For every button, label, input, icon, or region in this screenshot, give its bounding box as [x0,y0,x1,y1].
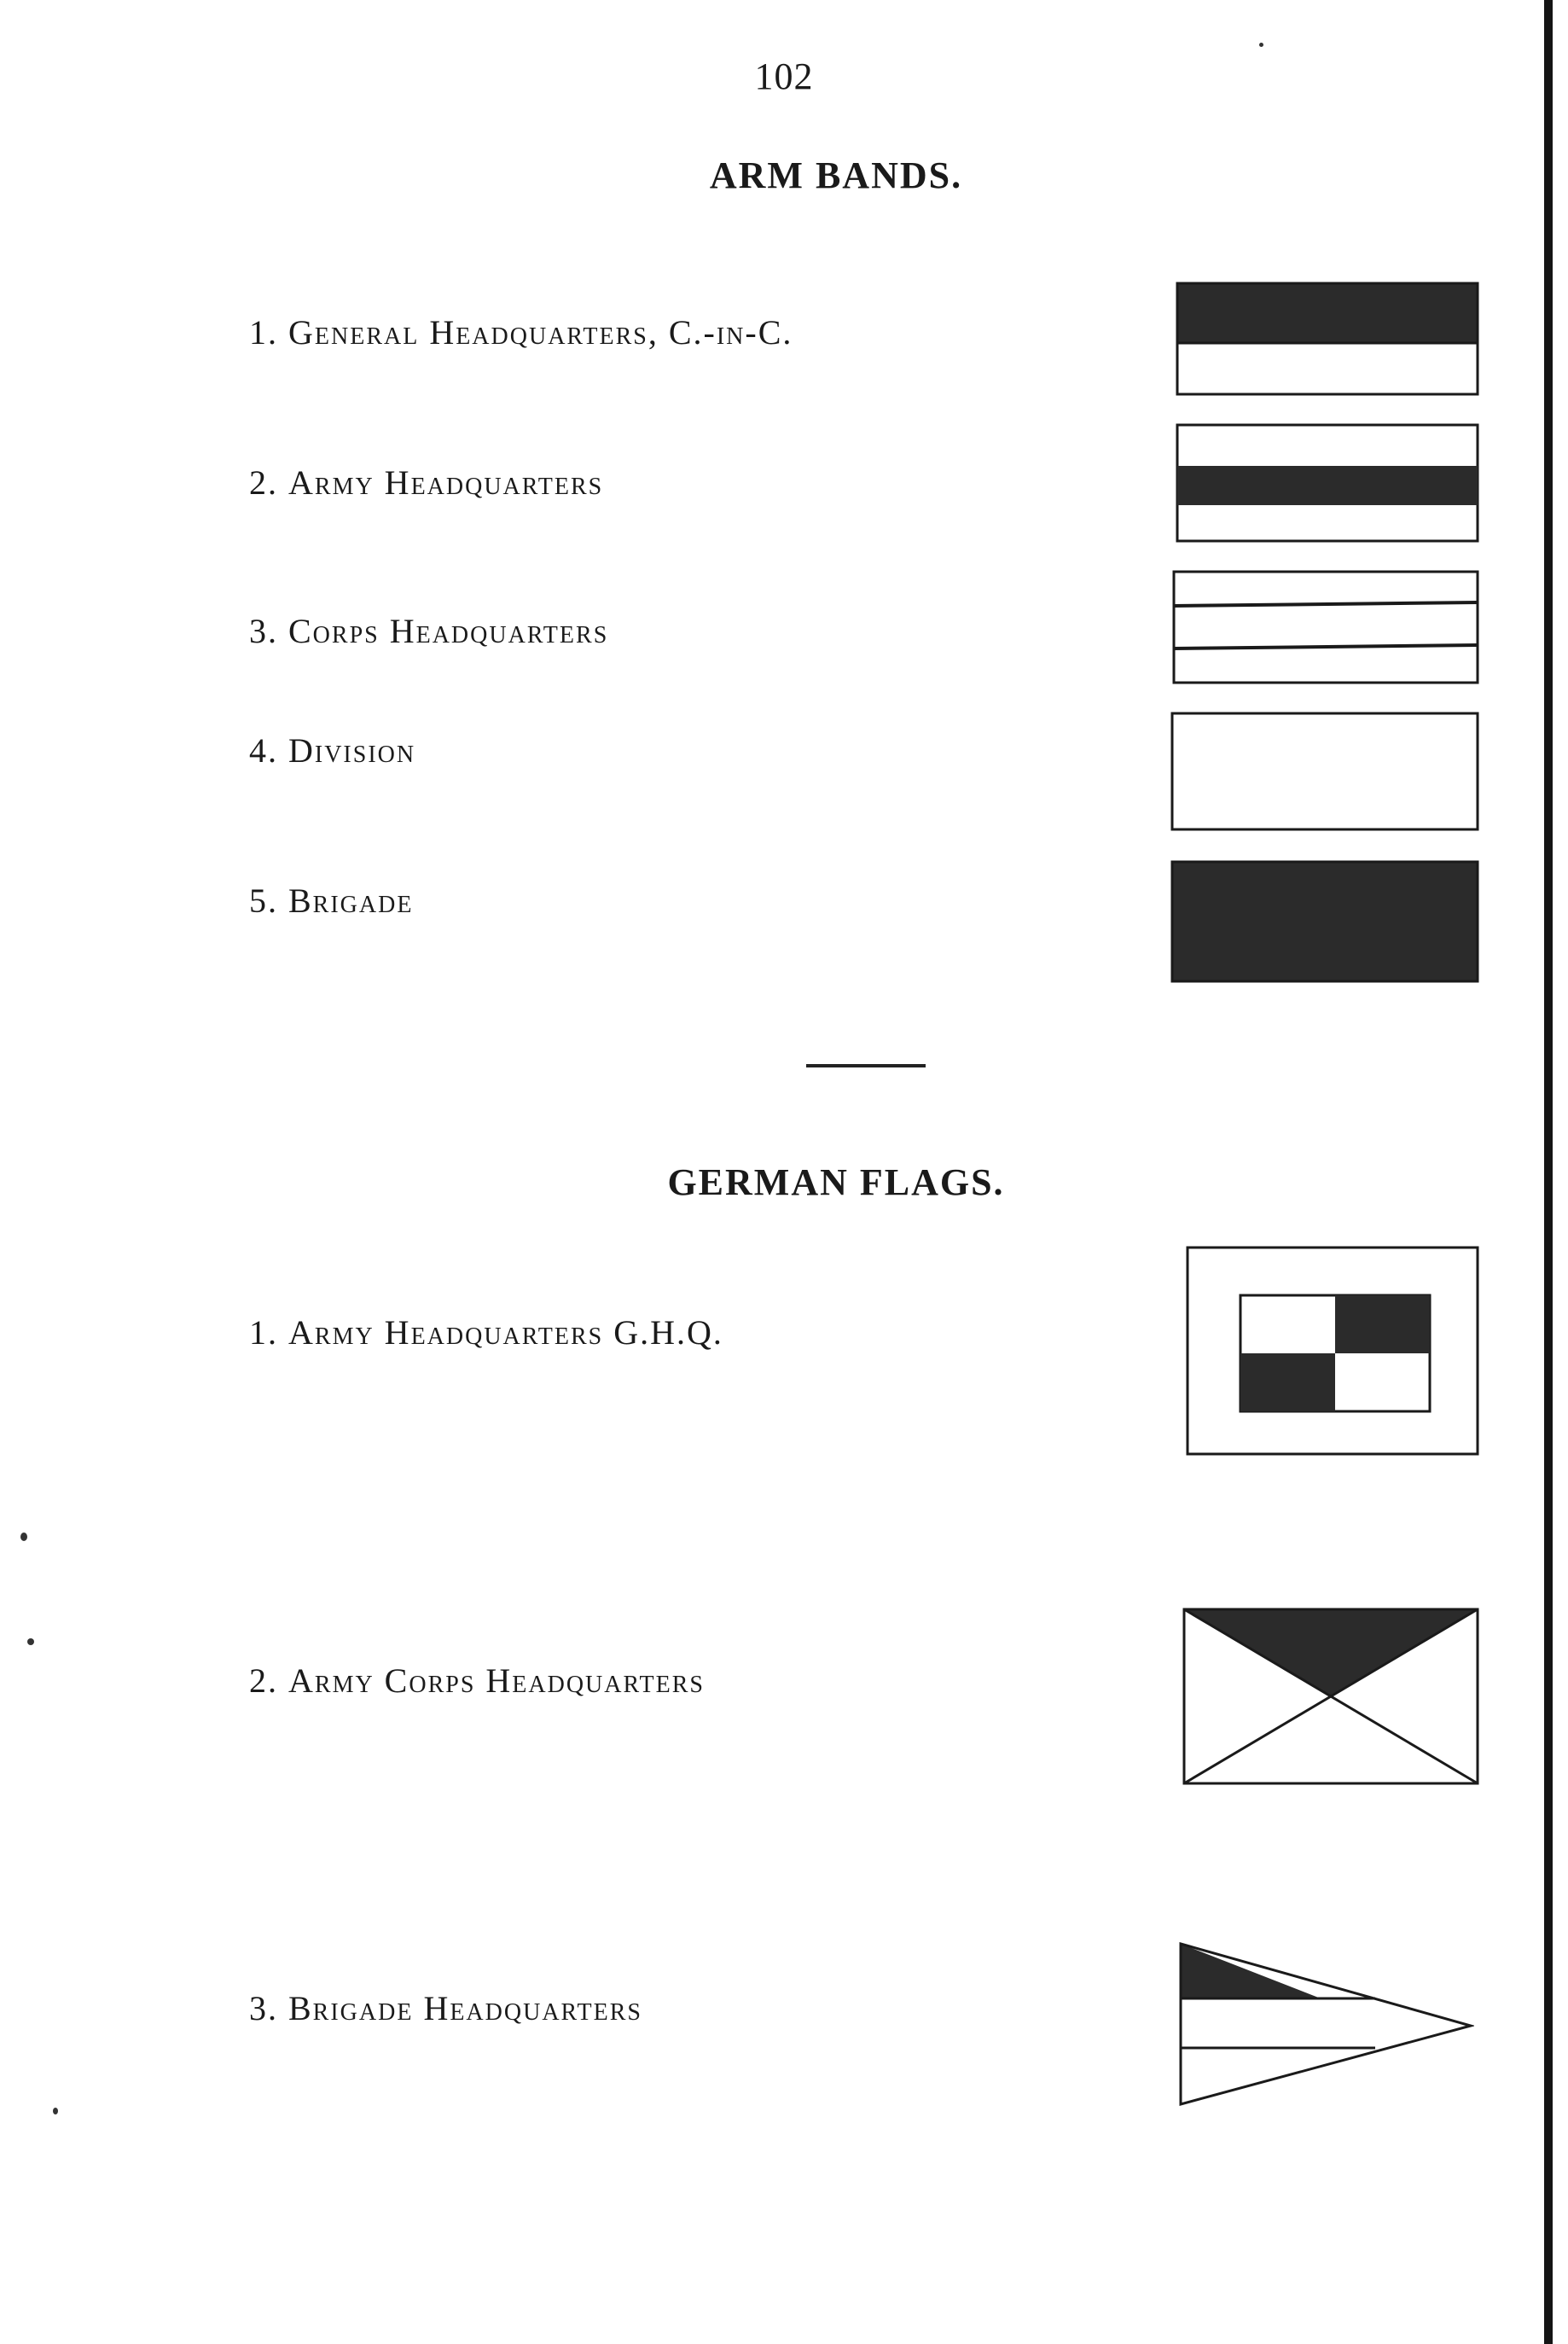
item-label: Army Corps Headquarters [288,1661,705,1700]
army-hq-flag-figure [1186,1246,1479,1456]
scan-speck [53,2108,58,2114]
item-number: 1. [249,313,278,352]
general-hq-armband-figure [1176,282,1479,396]
item-label: Brigade Headquarters [288,1989,642,2027]
arm-band-item-4 [249,730,415,771]
division-armband-figure [1170,712,1479,831]
page-number: 102 [754,55,814,97]
item-label: Brigade [288,881,414,920]
arm-band-item-3 [249,611,608,651]
german-flag-item-1 [249,1312,723,1352]
item-label: Corps Headquarters [288,612,609,650]
arm-band-item-2 [249,462,603,503]
arm-band-item-1 [249,312,793,352]
army-corps-hq-flag-figure [1182,1608,1479,1787]
german-flag-item-2 [249,1661,705,1701]
scan-speck [27,1638,34,1645]
brigade-hq-pennant-figure [1177,1937,1474,2108]
item-number: 4. [249,731,278,770]
item-number: 2. [249,463,278,502]
page-edge-line [1544,0,1553,2344]
scan-speck [1259,43,1263,47]
scan-speck [20,1533,27,1541]
arm-bands-heading: ARM BANDS. [709,154,963,196]
army-hq-armband-figure [1176,423,1479,543]
item-label: Army Headquarters G.H.Q. [288,1313,723,1352]
brigade-armband-figure [1170,860,1479,983]
item-number: 5. [249,881,278,920]
item-label: Division [288,731,416,770]
item-number: 3. [249,1989,278,2027]
item-label: General Headquarters, C.-in-C. [288,313,793,352]
german-flags-heading: GERMAN FLAGS. [667,1161,1005,1203]
item-label: Army Headquarters [288,463,604,502]
item-number: 3. [249,612,278,650]
item-number: 2. [249,1661,278,1700]
german-flag-item-3 [249,1988,642,2028]
section-divider [806,1064,926,1067]
item-number: 1. [249,1313,278,1352]
arm-band-item-5 [249,881,413,921]
corps-hq-armband-figure [1172,570,1479,684]
